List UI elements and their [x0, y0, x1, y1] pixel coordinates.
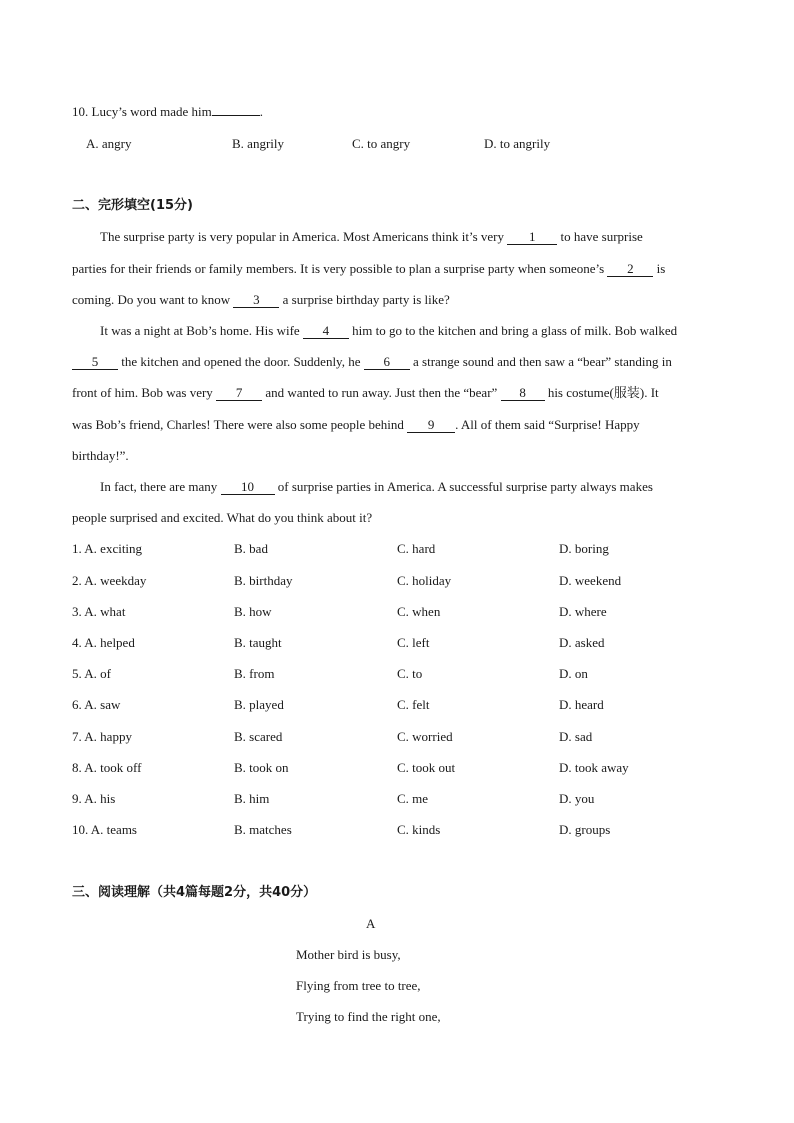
p3-line1-text-b: of surprise parties in America. A successful surprise party always makes — [277, 479, 653, 494]
blank-9: 9 — [407, 418, 455, 433]
blank-1: 1 — [507, 230, 557, 245]
q4-option-b: B. taught — [234, 635, 282, 650]
blank-10: 10 — [221, 480, 275, 495]
p2-line3-text-b: and wanted to run away. Just then the “bear” — [265, 385, 498, 400]
blank-7: 7 — [216, 386, 262, 401]
q8-option-d: D. took away — [559, 760, 629, 775]
q10-cloze-option-d: D. groups — [559, 822, 611, 837]
q10-cloze-option-c: C. kinds — [397, 822, 441, 837]
section2-title: 二、完形填空(15分) — [72, 198, 193, 213]
p2-line1 — [100, 323, 677, 339]
q3-option-c: C. when — [397, 604, 441, 619]
p1-line1-text-b: to have surprise — [560, 229, 643, 244]
q9-option-d: D. you — [559, 791, 595, 806]
q10-option-c: C. to angry — [352, 136, 411, 151]
p2-line4 — [72, 417, 640, 433]
q6-option-a: 6. A. saw — [72, 697, 121, 712]
blank-3: 3 — [233, 293, 279, 308]
q10-option-a: A. angry — [86, 136, 132, 151]
q2-option-d: D. weekend — [559, 573, 622, 588]
p2-line3-text-a: front of him. Bob was very — [72, 385, 213, 400]
q9-option-b: B. him — [234, 791, 270, 806]
p1-line2 — [72, 261, 665, 277]
q2-option-a: 2. A. weekday — [72, 573, 147, 588]
q7-option-d: D. sad — [559, 729, 593, 744]
q10-option-b: B. angrily — [232, 136, 284, 151]
q3-option-a: 3. A. what — [72, 604, 126, 619]
q10-stem-text: 10. Lucy’s word made him — [72, 104, 212, 119]
p3-line2: people surprised and excited. What do you think about it? — [72, 510, 373, 525]
p1-line1 — [100, 229, 643, 245]
p2-line2 — [72, 354, 672, 370]
p2-line1-text-b: him to go to the kitchen and bring a glass of milk. Bob walked — [352, 323, 678, 338]
p2-line3-text-c: his costume(服装). It — [547, 385, 659, 400]
blank-5: 5 — [72, 355, 118, 370]
blank-8: 8 — [501, 386, 545, 401]
p1-line3 — [72, 292, 450, 308]
q7-option-b: B. scared — [234, 729, 283, 744]
q9-option-a: 9. A. his — [72, 791, 116, 806]
q5-option-b: B. from — [234, 666, 275, 681]
q10-option-d: D. to angrily — [484, 136, 551, 151]
p2-line2-text-a: the kitchen and opened the door. Suddenly, he — [121, 354, 361, 369]
p3-line1-text-a: In fact, there are many — [100, 479, 218, 494]
p3-line1 — [100, 479, 653, 495]
q4-option-d: D. asked — [559, 635, 605, 650]
q5-option-a: 5. A. of — [72, 666, 111, 681]
q4-option-a: 4. A. helped — [72, 635, 135, 650]
p1-line2-text-b: is — [656, 261, 666, 276]
p2-line1-text-a: It was a night at Bob’s home. His wife — [100, 323, 300, 338]
blank-6: 6 — [364, 355, 410, 370]
q10-stem-end: . — [259, 104, 263, 119]
q7-option-c: C. worried — [397, 729, 453, 744]
blank-4: 4 — [303, 324, 349, 339]
p2-line3 — [72, 385, 659, 401]
p1-line3-text-a: coming. Do you want to know — [72, 292, 231, 307]
q1-option-d: D. boring — [559, 541, 609, 556]
q10-stem — [72, 104, 263, 120]
q10-cloze-option-a: 10. A. teams — [72, 822, 137, 837]
q2-option-c: C. holiday — [397, 573, 452, 588]
q8-option-a: 8. A. took off — [72, 760, 142, 775]
p1-line3-text-b: a surprise birthday party is like? — [282, 292, 450, 307]
p1-line2-text-a: parties for their friends or family members. It is very possible to plan a surprise party when someone’s — [72, 261, 605, 276]
q3-option-d: D. where — [559, 604, 607, 619]
q10-cloze-option-b: B. matches — [234, 822, 292, 837]
q1-option-a: 1. A. exciting — [72, 541, 143, 556]
q8-option-c: C. took out — [397, 760, 456, 775]
q5-option-d: D. on — [559, 666, 588, 681]
blank-2: 2 — [607, 262, 653, 277]
q1-option-b: B. bad — [234, 541, 268, 556]
q7-option-a: 7. A. happy — [72, 729, 132, 744]
q6-option-c: C. felt — [397, 697, 430, 712]
q10-blank — [212, 115, 260, 116]
q4-option-c: C. left — [397, 635, 430, 650]
poem-line-2: Flying from tree to tree, — [296, 978, 421, 993]
q3-option-b: B. how — [234, 604, 272, 619]
q1-option-c: C. hard — [397, 541, 436, 556]
q5-option-c: C. to — [397, 666, 423, 681]
q6-option-d: D. heard — [559, 697, 604, 712]
p2-line4-text-a: was Bob’s friend, Charles! There were also some people behind — [72, 417, 404, 432]
section3-title: 三、阅读理解（共4篇每题2分，共40分） — [72, 885, 317, 900]
q2-option-b: B. birthday — [234, 573, 293, 588]
p2-line5: birthday!”. — [72, 448, 129, 463]
q6-option-b: B. played — [234, 697, 284, 712]
q9-option-c: C. me — [397, 791, 429, 806]
passage-label: A — [366, 916, 376, 931]
q8-option-b: B. took on — [234, 760, 289, 775]
p1-line1-text-a: The surprise party is very popular in America. Most Americans think it’s very — [100, 229, 504, 244]
p2-line2-text-b: a strange sound and then saw a “bear” standing in — [413, 354, 672, 369]
poem-line-1: Mother bird is busy, — [296, 947, 401, 962]
poem-line-3: Trying to find the right one, — [296, 1009, 441, 1024]
p2-line4-text-b: . All of them said “Surprise! Happy — [455, 417, 640, 432]
